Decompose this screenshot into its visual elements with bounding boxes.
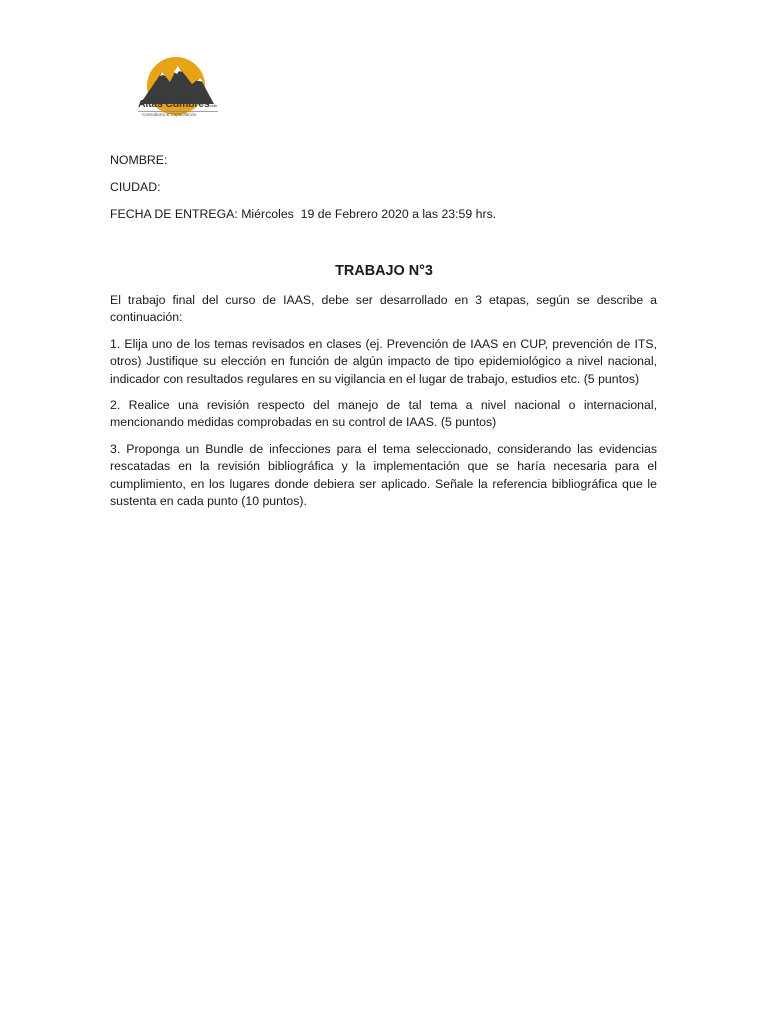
- field-nombre: NOMBRE:: [110, 153, 168, 167]
- intro-paragraph: El trabajo final del curso de IAAS, debe ser desarrollado en 3 etapas, según se describe a continuación:: [110, 293, 657, 325]
- item-paragraph-2: 2. Realice una revisión respecto del manejo de tal tema a nivel nacional o internacional, mencionando medidas comprobadas en su control de IAAS. (5 puntos): [110, 398, 657, 430]
- field-fecha-entrega: FECHA DE ENTREGA: Miércoles 19 de Febrero 2020 a las 23:59 hrs.: [110, 207, 497, 221]
- document-body: [110, 292, 657, 519]
- logo-brand-suffix: Ltda: [209, 103, 217, 108]
- document-title: TRABAJO N°3: [335, 263, 433, 279]
- field-ciudad: CIUDAD:: [110, 180, 161, 194]
- logo-mountain-icon: [118, 52, 248, 136]
- company-logo: [118, 52, 248, 136]
- logo-tagline: Consultoría & Capacitación: [142, 112, 197, 117]
- header-fields: [110, 152, 658, 233]
- item-paragraph-1: 1. Elija uno de los temas revisados en clases (ej. Prevención de IAAS en CUP, prevención de ITS, otros) Justifique su elección en función de algún impacto de tipo epidemiológico a nivel nacional, indicador con resultados regulares en su vigilancia en el lugar de trabajo, estudios etc. (5 puntos): [110, 336, 657, 386]
- item-paragraph-3: 3. Proponga un Bundle de infecciones para el tema seleccionado, considerando las evidencias rescatadas en la revisión bibliográfica y la implementación que se haría necesaria para el cumplimiento, en los lugares donde debiera ser aplicado. Señale la referencia bibliográfica que le sustenta en cada punto (10 puntos).: [110, 441, 657, 509]
- logo-brand-text: Altas CumbresLtda: [138, 98, 217, 110]
